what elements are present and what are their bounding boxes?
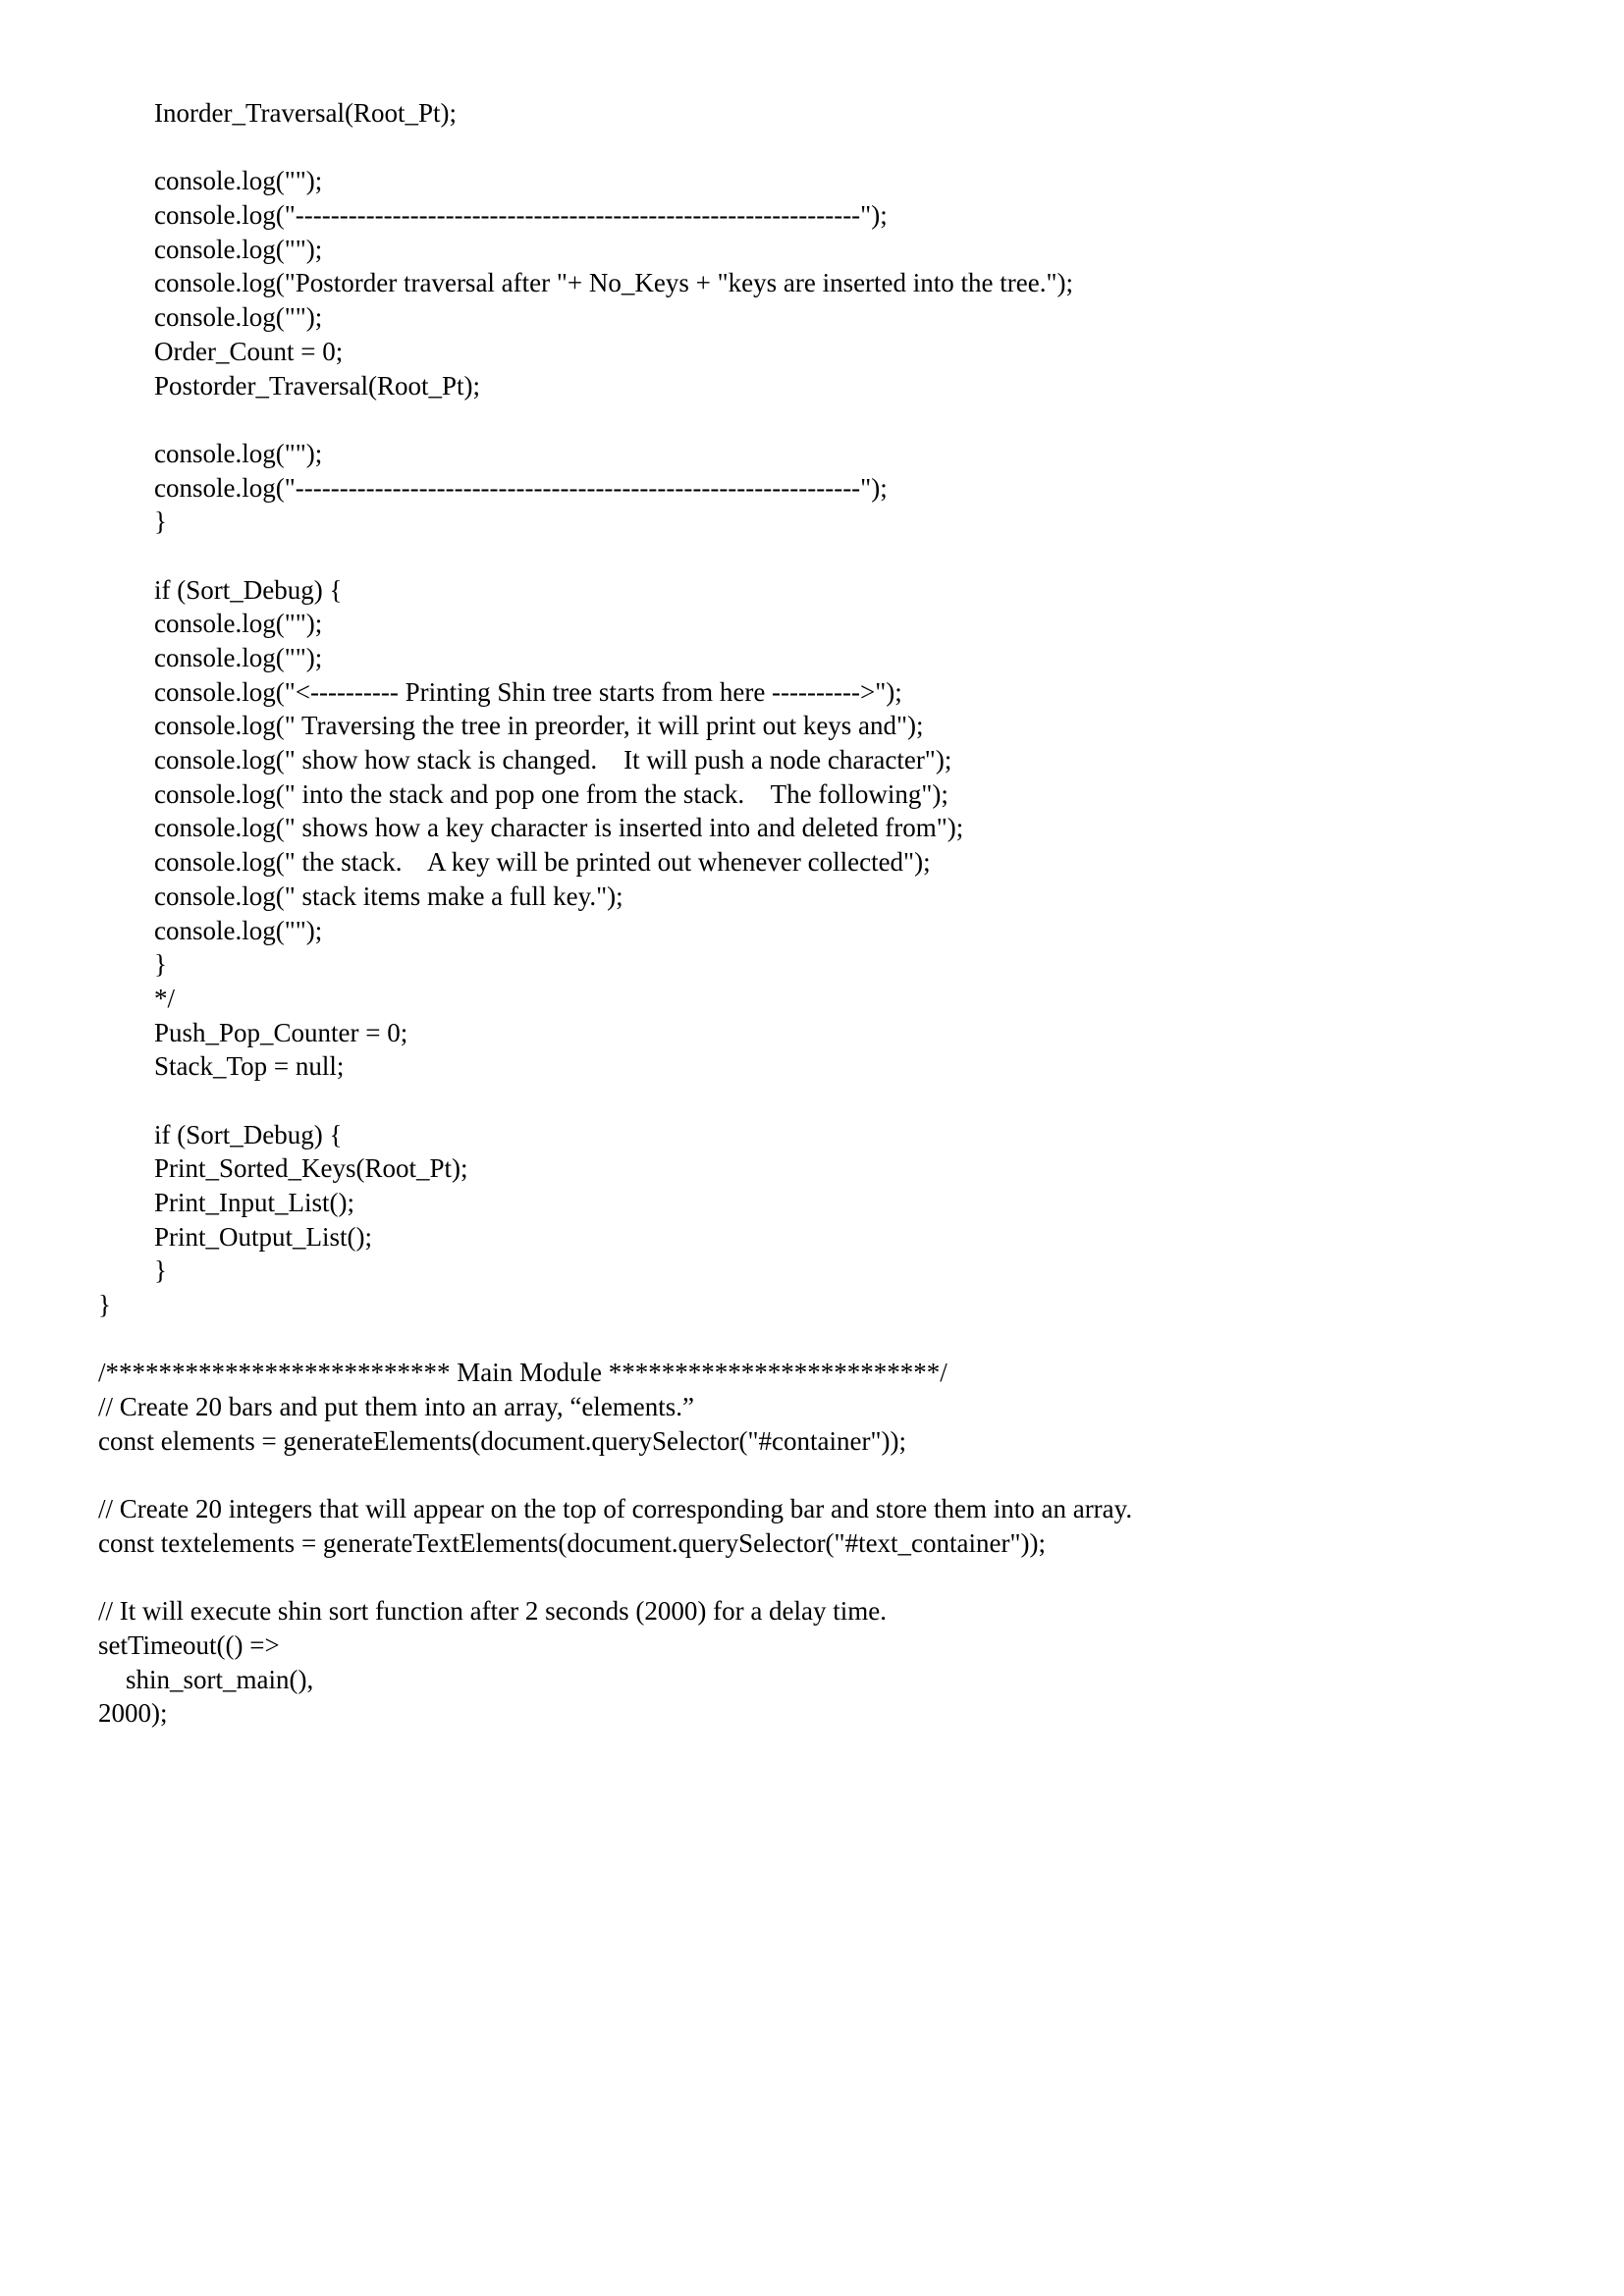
code-line: Order_Count = 0;: [154, 336, 344, 366]
code-line: console.log("<---------- Printing Shin tree starts from here ---------->");: [154, 676, 902, 707]
code-line: console.log("");: [154, 166, 323, 196]
code-line: Print_Sorted_Keys(Root_Pt);: [154, 1153, 468, 1184]
code-line: /************************** Main Module *************************/: [98, 1358, 947, 1388]
code-line: console.log(" show how stack is changed. It will push a node character");: [154, 745, 952, 775]
code-line: const textelements = generateTextElements(document.querySelector("#text_container"));: [98, 1527, 1047, 1558]
code-line: console.log("");: [154, 234, 323, 264]
code-line: shin_sort_main(),: [126, 1664, 314, 1694]
code-line: Push_Pop_Counter = 0;: [154, 1017, 408, 1047]
code-listing: [98, 96, 1551, 1731]
code-line: console.log("----------------------------------------------------------------");: [154, 200, 888, 231]
blank-line: [98, 131, 1551, 165]
code-line: Print_Output_List();: [154, 1221, 372, 1252]
code-line: console.log("");: [154, 915, 323, 945]
code-line: Postorder_Traversal(Root_Pt);: [154, 370, 480, 400]
code-line: console.log(" shows how a key character is inserted into and deleted from");: [154, 813, 964, 843]
code-line: console.log("Postorder traversal after "+ No_Keys + "keys are inserted into the tree.");: [154, 268, 1073, 298]
blank-line: [98, 1084, 1551, 1118]
code-line: console.log(" Traversing the tree in preorder, it will print out keys and");: [154, 711, 924, 741]
code-line: }: [154, 949, 167, 980]
code-line: console.log("");: [154, 438, 323, 468]
code-line: setTimeout(() =>: [98, 1629, 280, 1660]
code-line: // It will execute shin sort function after 2 seconds (2000) for a delay time.: [98, 1596, 888, 1627]
code-line: Stack_Top = null;: [154, 1051, 345, 1082]
code-line: console.log("");: [154, 302, 323, 333]
code-line: if (Sort_Debug) {: [154, 1119, 343, 1149]
code-line: console.log("");: [154, 643, 323, 672]
blank-line: [98, 1459, 1551, 1493]
code-line: if (Sort_Debug) {: [154, 574, 343, 605]
blank-line: [98, 539, 1551, 573]
code-line: }: [154, 1255, 167, 1286]
blank-line: [98, 402, 1551, 437]
code-line: // Create 20 bars and put them into an array, “elements.”: [98, 1392, 695, 1422]
code-line: const elements = generateElements(document.querySelector("#container"));: [98, 1425, 906, 1456]
blank-line: [98, 1561, 1551, 1595]
code-line: // Create 20 integers that will appear on the top of corresponding bar and store them into an array.: [98, 1494, 1133, 1524]
code-line: Inorder_Traversal(Root_Pt);: [154, 98, 457, 128]
code-line: console.log("");: [154, 609, 323, 639]
code-line: console.log("----------------------------------------------------------------");: [154, 472, 888, 503]
code-line: console.log(" stack items make a full key.");: [154, 881, 623, 911]
code-line: }: [98, 1290, 111, 1320]
code-line: }: [154, 507, 167, 537]
code-line: console.log(" into the stack and pop one from the stack. The following");: [154, 778, 948, 809]
code-line: */: [154, 983, 176, 1013]
code-line: Print_Input_List();: [154, 1188, 354, 1217]
code-line: 2000);: [98, 1698, 168, 1729]
blank-line: [98, 1322, 1551, 1357]
code-line: console.log(" the stack. A key will be printed out whenever collected");: [154, 847, 931, 878]
